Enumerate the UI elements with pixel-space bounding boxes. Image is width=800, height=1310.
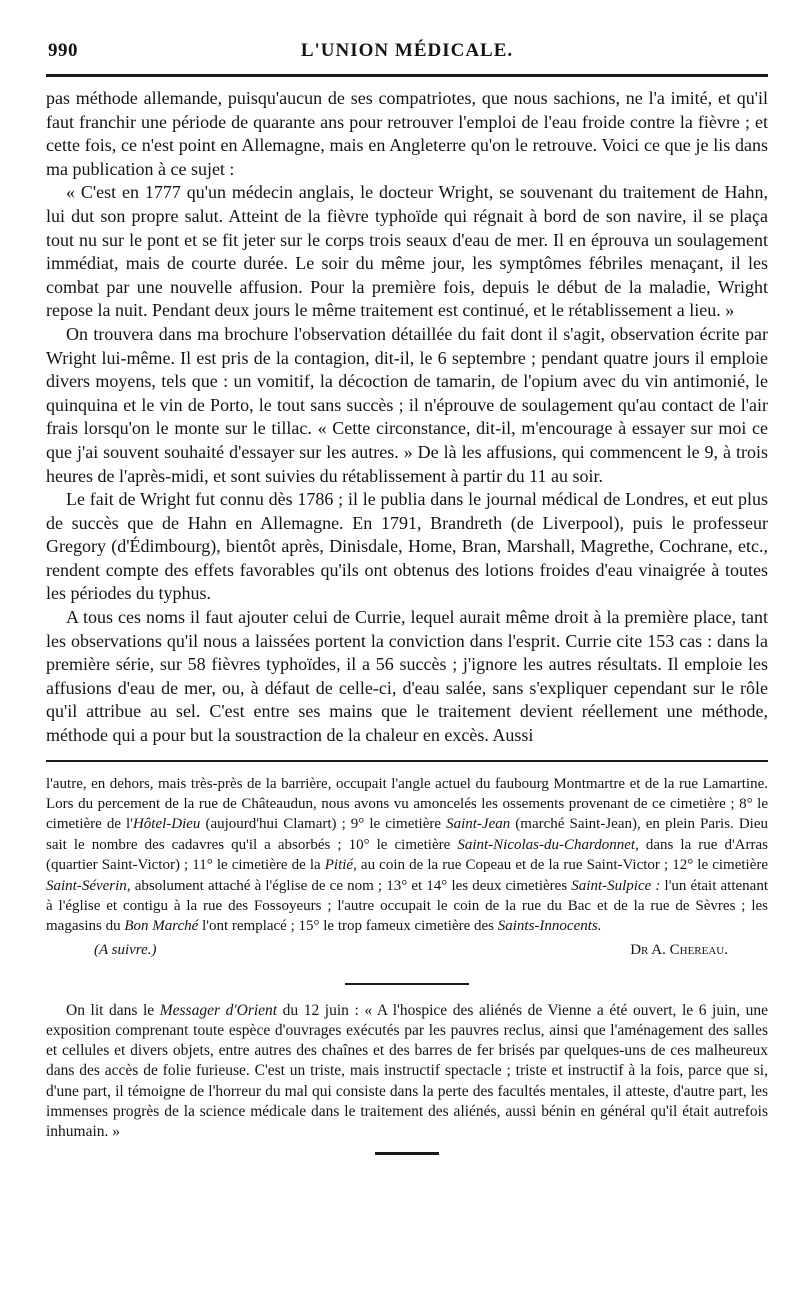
footnote-italic: Hôtel-Dieu [132, 816, 201, 833]
paragraph: « C'est en 1777 qu'un médecin anglais, le docteur Wright, se souvenant du traitement de Hahn, lui dut son propre salut. Atteint de la fièvre typhoïde qui régnait à bord de son navire, il se plaça tout nu sur le pont et se fit jeter sur le corps trois seaux d'eau de mer. Il en éprouva un soulagement immédiat, mais de courte durée. Le soir du même jour, les symptômes fébriles menaçant, il les combat par une nouvelle affusion. Pour la première fois, depuis le début de la maladie, Wright repose la nuit. Pendant deux jours le même traitement est continué, et le rétablissement a lieu. » [46, 182, 768, 321]
running-title: L'UNION MÉDICALE. [300, 40, 514, 61]
signature-line [46, 937, 768, 961]
paragraph: On trouvera dans ma brochure l'observation détaillée du fait dont il s'agit, observation écrite par Wright lui-même. Il est pris de la contagion, dit-il, le 6 septembre ; pendant quatre jours il emploie divers moyens, tels que : un vomitif, la décoction de tamarin, de l'opium avec du vin antimonié, le quinquina et le vin de Porto, le tout sans succès ; il n'éprouve de soulagement qu'au contact de l'air frais lorsqu'on le monte sur le tillac. « Cette circonstance, dit-il, m'encourage à essayer sur moi ce que j'ai souvent souhaité d'essayer sur les autres. » De là les affusions, qui commencent le 9, à trois heures de l'après-midi, et sont suivies du rétablissement à partir du 11 au soir. [46, 323, 768, 486]
footnote-italic: Saint-Jean [446, 816, 511, 833]
article-body [46, 87, 768, 748]
footnote-segment: , au coin de la rue Copeau et de la rue Saint-Victor ; 12° le cimetière [353, 857, 769, 874]
footnote-italic: Bon Marché [124, 918, 199, 935]
news-segment: du 12 juin : « A l'hospice des aliénés de Vienne a été ouvert, le 6 juin, une exposition comprenant toute espèce d'ouvrages exécutés par les pauvres reclus, ainsi que l'aménagement des salles et cellules et divers objets, entre autres des chaînes et des barres de fer brisés par quelques-uns de ces malheureux dans des accès de folie furieuse. C'est un triste, mais instructif spectacle ; triste et instructif à la fois, parce que si, d'une part, il témoigne de l'horreur du mal qui consiste dans la perte des facultés mentales, il atteste, d'autre part, les immenses progrès de la science médicale dans le traitement des aliénés, aussi bénin en général qu'il était autrefois inhumain. » [46, 1001, 768, 1141]
page-number: 990 [48, 40, 78, 61]
footnote-segment: l'ont remplacé ; 15° le trop fameux cimetière des [198, 918, 498, 935]
footnote-segment: , absolument attaché à l'église de ce nom ; 13° et 14° les deux cimetières [126, 877, 572, 894]
footnote-segment: l'un était attenant à l'église et contigu à la rue des Fossoyeurs ; l'autre occupait le coin de la rue du Bac et de la rue de Sèvres ; les magasins du [46, 877, 768, 935]
footnote-italic: Saint-Nicolas-du-Chardonnet [457, 836, 636, 853]
footnote-italic: Saint-Sulpice : [571, 877, 661, 894]
footnote [46, 774, 768, 961]
footnote-italic: Pitié [324, 857, 354, 874]
footnote-text [46, 774, 768, 937]
footnote-italic: Saints-Innocents. [497, 918, 602, 935]
footnote-italic: Saint-Séverin [46, 877, 127, 894]
header-rule [46, 74, 768, 77]
footnote-rule [46, 760, 768, 762]
news-item [46, 1001, 768, 1142]
author-signature: Dr A. Chereau. [630, 941, 728, 958]
footnote-segment: (marché Saint-Jean), en plein Paris. Dieu sait le nombre des cadavres qu'il a absorbés ; 10° le cimetière [46, 816, 768, 853]
section-divider [345, 983, 469, 985]
paragraph: pas méthode allemande, puisqu'aucun de ses compatriotes, que nous sachions, ne l'a imité, et qu'il faut franchir une période de quarante ans pour retrouver l'emploi de l'eau froide contre la fièvre ; et cette fois, ce n'est point en Allemagne, mais en Angleterre qu'on le retrouve. Voici ce que je lis dans ma publication à ce sujet : [46, 88, 768, 179]
news-text [46, 1001, 768, 1142]
news-italic: Messager d'Orient [159, 1001, 278, 1019]
end-divider [375, 1152, 439, 1155]
page-header [46, 28, 768, 61]
paragraph: A tous ces noms il faut ajouter celui de Currie, lequel aurait même droit à la première place, tant les observations qu'il nous a laissées portent la conviction dans l'esprit. Currie cite 153 cas : dans la première série, sur 58 fièvres typhoïdes, il a 56 succès ; j'ignore les autres résultats. Il emploie les affusions d'eau de mer, ou, à défaut de celle-ci, d'eau salée, sans s'expliquer cependant sur le rôle qu'il attribue au sel. C'est entre ses mains que le traitement devient réellement une méthode, méthode qui a pour but la soustraction de la chaleur en excès. Aussi [46, 607, 768, 746]
paragraph: Le fait de Wright fut connu dès 1786 ; il le publia dans le journal médical de Londres, et eut plus de succès que de Hahn en Allemagne. En 1791, Brandreth (de Liverpool), puis le professeur Gregory (d'Édimbourg), bientôt après, Dinisdale, Home, Bran, Marshall, Magrethe, Cochrane, etc., rendent compte des effets favorables qu'ils ont obtenus des lotions froides d'eau vinaigrée à toutes les périodes du typhus. [46, 489, 768, 604]
footnote-segment: l'autre, en dehors, mais très-près de la barrière, occupait l'angle actuel du faubourg Montmartre et de la rue Lamartine. Lors du percement de la rue de Châteaudun, nous avons vu amoncelés les ossements provenant de ce cimetière ; 8° le cimetière de l' [46, 775, 768, 833]
footnote-segment: , dans la rue d'Arras (quartier Saint-Victor) ; 11° le cimetière de la [46, 836, 768, 874]
footnote-segment: (aujourd'hui Clamart) ; 9° le cimetière [200, 816, 447, 833]
news-segment: On lit dans le [66, 1001, 160, 1019]
to-be-continued: (A suivre.) [94, 941, 157, 958]
